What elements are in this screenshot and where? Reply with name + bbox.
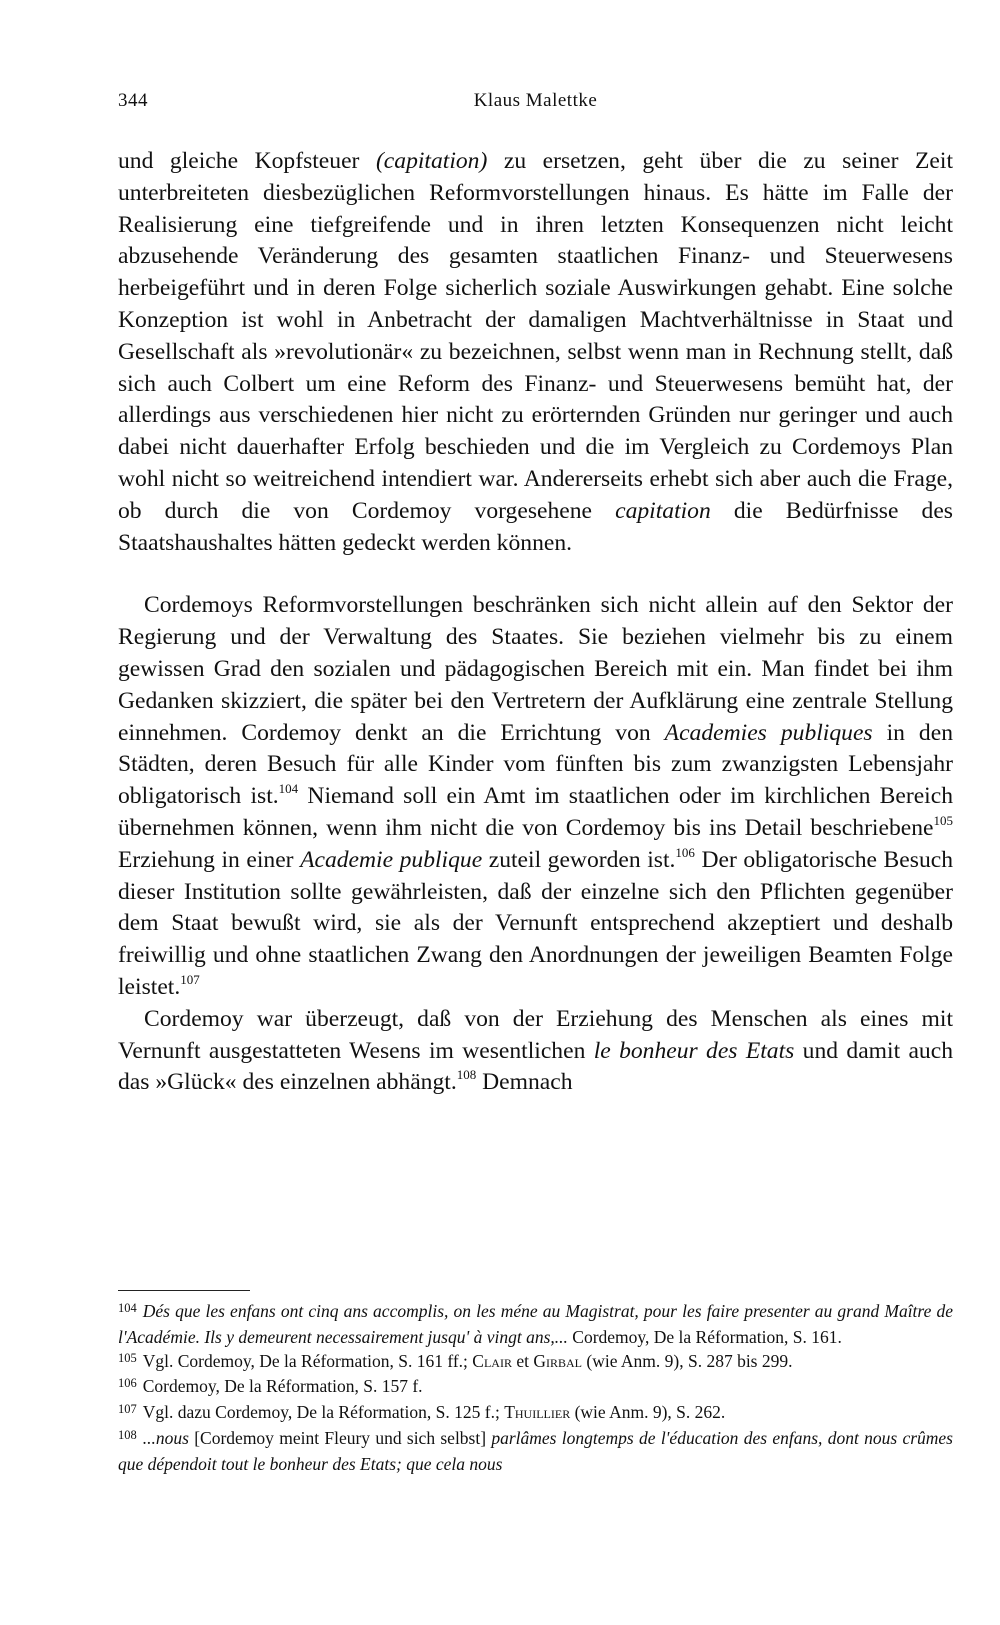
text-run: Cordemoy, De la Réformation, S. 161. (567, 1326, 842, 1347)
footnote (118, 1350, 953, 1376)
text-run: zuteil geworden ist. (482, 846, 676, 873)
text-run: Vgl. dazu Cordemoy, De la Réformation, S. 125 f.; (142, 1402, 505, 1423)
text-run: Vgl. Cordemoy, De la Réformation, S. 161 ff.; (142, 1350, 473, 1371)
footnote-number: 105 (118, 1350, 137, 1365)
footnote-number: 104 (118, 1301, 137, 1315)
footnote (118, 1300, 953, 1350)
text-run: Der obligatorische Besuch dieser Institution sollte gewährleisten, daß der einzelne sich den Pflichten gegenüber dem Staat bewußt wird, sie als der Vernunft entsprechend akzeptiert und deshalb freiwillig und ohne staatlichen Zwang den Anordnungen der jeweiligen Beamten Folge leistet. (118, 846, 954, 1000)
text-run: in den Städten, deren Besuch für alle Kinder vom fünften bis zum zwanzigsten Lebensjahr obligatorisch ist. (118, 719, 953, 810)
italic-text: ...nous (142, 1427, 189, 1448)
footnote-number: 107 (118, 1402, 137, 1417)
paragraph (118, 590, 953, 1003)
author-name: Thuillier (504, 1402, 571, 1423)
text-run: und gleiche Kopfsteuer (118, 148, 376, 174)
body-text (118, 146, 953, 1099)
italic-text: capitation (615, 497, 711, 524)
text-run: die Bedürfnisse des Staatshaushaltes hätten gedeckt werden können. (118, 497, 953, 556)
text-run: et (511, 1350, 534, 1371)
running-head: Klaus Malettke (473, 90, 598, 111)
text-run: Cordemoy war überzeugt, daß von der Erziehung des Menschen als eines mit Vernunft ausgestatteten Wesens im wesentlichen (118, 1005, 953, 1064)
footnote (118, 1375, 953, 1401)
text-run: (wie Anm. 9), S. 287 bis 299. (582, 1350, 793, 1371)
italic-text: le bonheur des Etats (593, 1037, 795, 1064)
text-run: Erziehung in einer (118, 846, 301, 873)
text-run: Cordemoy, De la Réformation, S. 157 f. (142, 1376, 423, 1397)
author-name: Girbal (533, 1350, 582, 1371)
text-run: Demnach (476, 1069, 573, 1096)
italic-text: Academie publique (300, 846, 483, 873)
footnote-rule (118, 1290, 250, 1291)
footnote-ref: 106 (675, 844, 695, 860)
footnote-ref: 108 (456, 1067, 477, 1083)
page-number: 344 (118, 90, 148, 111)
text-run: und damit auch das »Glück« des einzelnen abhängt. (118, 1037, 953, 1096)
text-run: Cordemoys Reformvorstellungen beschränken sich nicht allein auf den Sektor der Regierung und der Verwaltung des Staates. Sie beziehen vielmehr bis zu einem gewissen Grad den sozialen und pädagogischen Bereich mit ein. Man findet bei ihm Gedanken skizziert, die später bei den Vertretern der Aufklärung eine zentrale Stellung einnehmen. Cordemoy denkt an die Errichtung von (118, 592, 953, 746)
paragraph (118, 1004, 953, 1099)
footnote-ref: 105 (933, 812, 953, 828)
page-header (118, 90, 953, 120)
text-run: (wie Anm. 9), S. 262. (570, 1402, 726, 1423)
footnote (118, 1427, 953, 1477)
text-run: Niemand soll ein Amt im staatlichen oder im kirchlichen Bereich übernehmen können, wenn ihm nicht die von Cordemoy bis ins Detail beschriebene (118, 783, 953, 841)
paragraph (118, 146, 953, 559)
footnote-ref: 104 (278, 781, 299, 797)
footnote-ref: 107 (180, 971, 200, 987)
text-run: [Cordemoy meint Fleury und sich selbst] (188, 1427, 492, 1448)
author-name: Clair (472, 1350, 512, 1371)
italic-text: (capitation) (375, 148, 488, 174)
footnote-number: 106 (118, 1376, 137, 1391)
italic-text: Academies publiques (664, 719, 873, 746)
footnote (118, 1401, 953, 1427)
italic-text: parlâmes longtemps de l'éducation des enfans, dont nous crûmes que dépendoit tout le bonheur des Etats; que cela nous (118, 1427, 953, 1474)
italic-text: Dés que les enfans ont cinq ans accomplis, on les méne au Magistrat, pour les faire presenter au grand Maître de l'Académie. Ils y demeurent necessairement jusqu' à vingt ans,... (118, 1301, 953, 1347)
text-run: zu ersetzen, geht über die zu seiner Zeit unterbreiteten diesbezüglichen Reformvorstellungen hinaus. Es hätte im Falle der Realisierung eine tiefgreifende und in ihren letzten Konsequenzen nicht leicht abzusehende Veränderung des gesamten staatlichen Finanz- und Steuerwesens herbeigeführt und in deren Folge sicherlich soziale Auswirkungen gehabt. Eine solche Konzeption ist wohl in Anbetracht der damaligen Machtverhältnisse in Staat und Gesellschaft als »revolutionär« zu bezeichnen, selbst wenn man in Rechnung stellt, daß sich auch Colbert um eine Reform des Finanz- und Steuerwesens bemüht hat, der allerdings aus verschiedenen hier nicht zu erörternden Gründen nur geringer und auch dabei nicht dauerhafter Erfolg beschieden und die im Vergleich zu Cordemoys Plan wohl nicht so weitreichend intendiert war. Andererseits erhebt sich aber auch die Frage, ob durch die von Cordemoy vorgesehene (118, 148, 953, 524)
footnote-number: 108 (118, 1427, 137, 1442)
footnotes (118, 1300, 953, 1477)
